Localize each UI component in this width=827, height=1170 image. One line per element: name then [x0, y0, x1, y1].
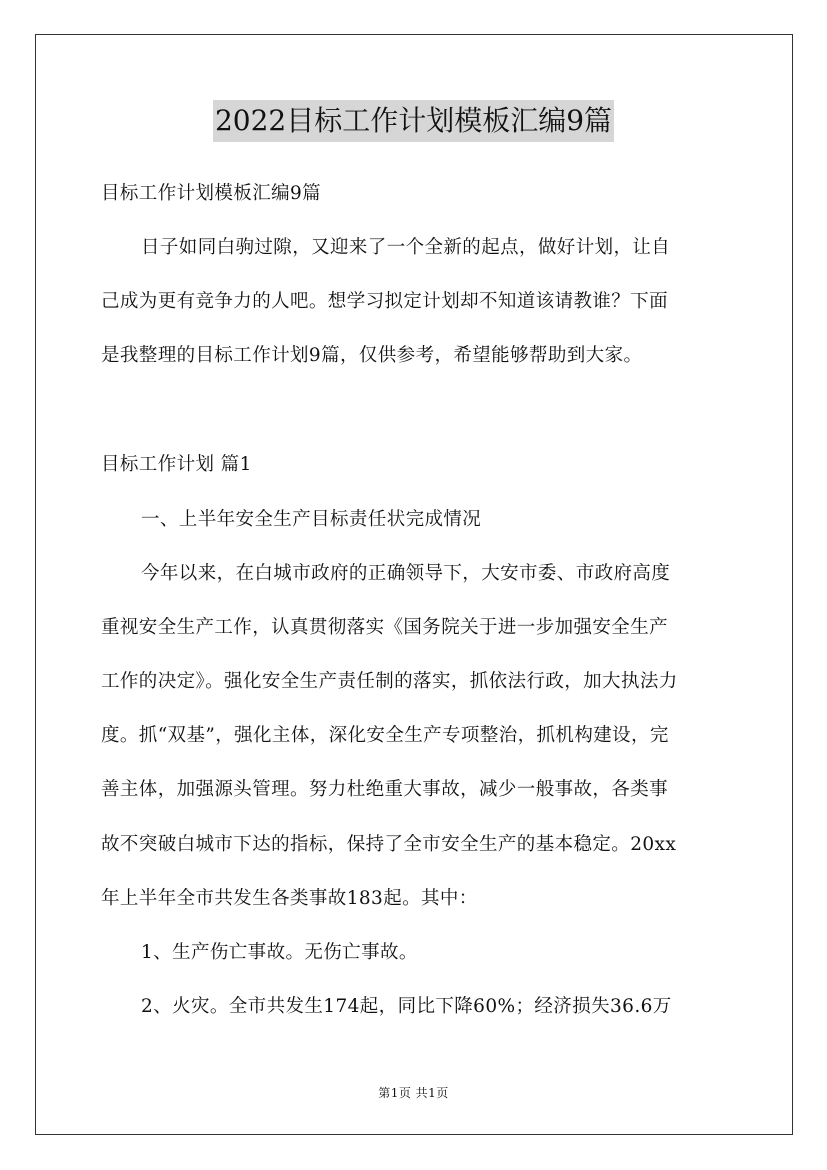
subtitle-line: 目标工作计划模板汇编9篇: [101, 183, 322, 204]
subsection-heading: 一、上半年安全生产目标责任状完成情况: [141, 509, 482, 530]
document-title: 2022目标工作计划模板汇编9篇: [213, 100, 614, 142]
paragraph-line: 是我整理的目标工作计划9篇，仅供参考，希望能够帮助到大家。: [101, 345, 643, 366]
paragraph-line: 故不突破白城市下达的指标，保持了全市安全生产的基本稳定。20xx: [101, 834, 677, 855]
paragraph-line: 度。抓“双基”，强化主体，深化安全生产专项整治，抓机构建设，完: [101, 725, 669, 746]
page-number: 第1页 共1页: [378, 1086, 449, 1100]
paragraph-line: 工作的决定》。强化安全生产责任制的落实，抓依法行政，加大执法力: [101, 671, 678, 692]
list-item: 2、火灾。全市共发生174起，同比下降60%；经济损失36.6万: [141, 996, 672, 1017]
section-heading: 目标工作计划 篇1: [101, 454, 252, 475]
paragraph-line: 今年以来，在白城市政府的正确领导下，大安市委、市政府高度: [141, 563, 671, 584]
paragraph-line: 年上半年全市共发生各类事故183起。其中：: [101, 888, 478, 909]
title-container: [0, 100, 827, 142]
paragraph-line: 善主体，加强源头管理。努力杜绝重大事故，减少一般事故，各类事: [101, 779, 669, 800]
paragraph-line: 日子如同白驹过隙，又迎来了一个全新的起点，做好计划，让自: [141, 237, 671, 258]
paragraph-line: 重视安全生产工作，认真贯彻落实《国务院关于进一步加强安全生产: [101, 617, 669, 638]
list-item: 1、生产伤亡事故。无伤亡事故。: [141, 942, 418, 963]
paragraph-line: 己成为更有竞争力的人吧。想学习拟定计划却不知道该请教谁？下面: [101, 291, 669, 312]
